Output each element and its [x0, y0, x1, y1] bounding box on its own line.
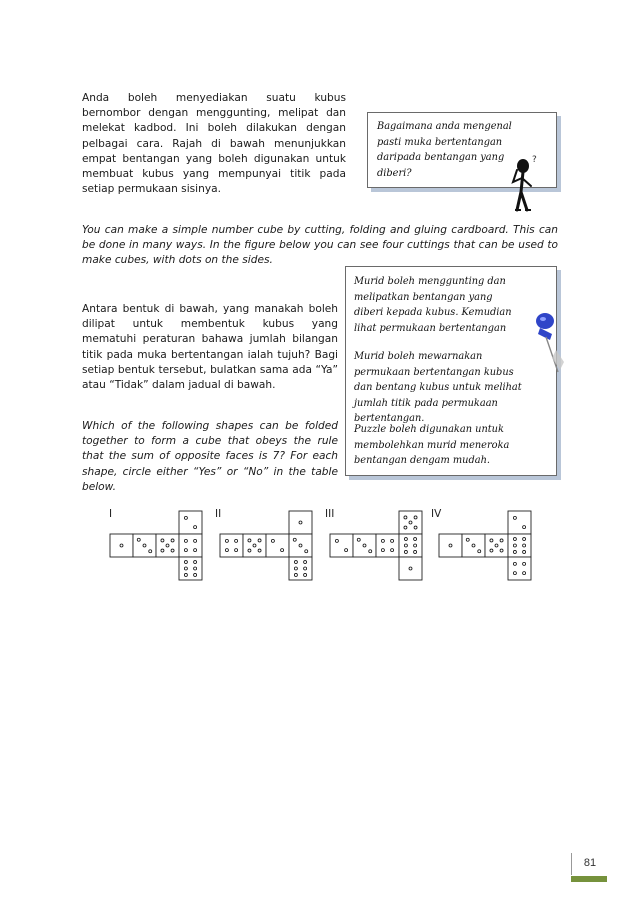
cube-face [243, 534, 266, 557]
cube-face [353, 534, 376, 557]
cube-face [399, 511, 422, 534]
page-accent-bar [571, 876, 607, 882]
page-number: 81 [583, 857, 597, 869]
cube-face [156, 534, 179, 557]
cube-face [330, 534, 353, 557]
svg-text:?: ? [532, 155, 537, 165]
cube-net-iv [439, 511, 529, 581]
page-number-divider [571, 853, 572, 875]
intro-english-text: You can make a simple number cube by cutting, folding and gluing cardboard. This can be done in many ways. In the figure below you can see four cuttings that can be used to make cubes, with dots on the sides. [82, 224, 558, 267]
cube-face [399, 534, 422, 557]
teacher-note-paragraph-3: Puzzle boleh digunakan untuk membolehkan murid meneroka bentangan dengam mudah. [354, 424, 510, 466]
intro-malay-text: Anda boleh menyediakan suatu kubus bernombor dengan menggunting, melipat dan melekat kadbod. Ini boleh dilakukan dengan pelbagai cara. Rajah di bawah menunjukkan empat bentangan yang boleh digunakan untuk membuat kubus yang mempunyai titik pada setiap permukaan sisinya. [82, 92, 346, 196]
cube-face [462, 534, 485, 557]
cube-face [266, 534, 289, 557]
cube-face [508, 534, 531, 557]
cube-face [289, 511, 312, 534]
cube-net-i [110, 511, 200, 581]
cube-face [439, 534, 462, 557]
cube-face [220, 534, 243, 557]
cube-face [508, 557, 531, 580]
cube-face [133, 534, 156, 557]
teacher-note-paragraph-1: Murid boleh menggunting dan melipatkan bentangan yang diberi kepada kubus. Kemudian lihat permukaan bertentangan [354, 276, 512, 334]
cube-face [376, 534, 399, 557]
shape-label-ii: II [215, 508, 222, 520]
question-malay-text: Antara bentuk di bawah, yang manakah boleh dilipat untuk membentuk kubus yang mematuhi peraturan bahawa jumlah bilangan titik pada muka bertentangan ialah tujuh? Bagi setiap bentuk tersebut, bulatkan sama ada “Ya” atau “Tidak” dalam jadual di bawah. [82, 303, 338, 392]
shape-label-iv: IV [431, 508, 442, 520]
cube-face [289, 534, 312, 557]
shape-label-iii: III [325, 508, 335, 520]
cube-net-ii [220, 511, 310, 581]
thinking-figure-icon [505, 152, 545, 214]
cube-face [485, 534, 508, 557]
shape-label-i: I [109, 508, 113, 520]
cube-net-iii [330, 511, 420, 581]
cube-face [179, 534, 202, 557]
cube-face [110, 534, 133, 557]
cube-face [289, 557, 312, 580]
push-pin-icon [532, 310, 566, 380]
question-english-text: Which of the following shapes can be folded together to form a cube that obeys the rule that the sum of opposite faces is 7? For each shape, circle either “Yes” or “No” in the table below. [82, 420, 338, 493]
cube-face [508, 511, 531, 534]
cube-face [179, 557, 202, 580]
cube-face [399, 557, 422, 580]
teacher-note-paragraph-2: Murid boleh mewarnakan permukaan bertentangan kubus dan bentang kubus untuk melihat jumlah titik pada permukaan bertentangan. [354, 351, 522, 424]
cube-face [179, 511, 202, 534]
question-note-text: Bagaimana anda mengenal pasti muka bertentangan daripada bentangan yang diberi? [377, 121, 512, 179]
